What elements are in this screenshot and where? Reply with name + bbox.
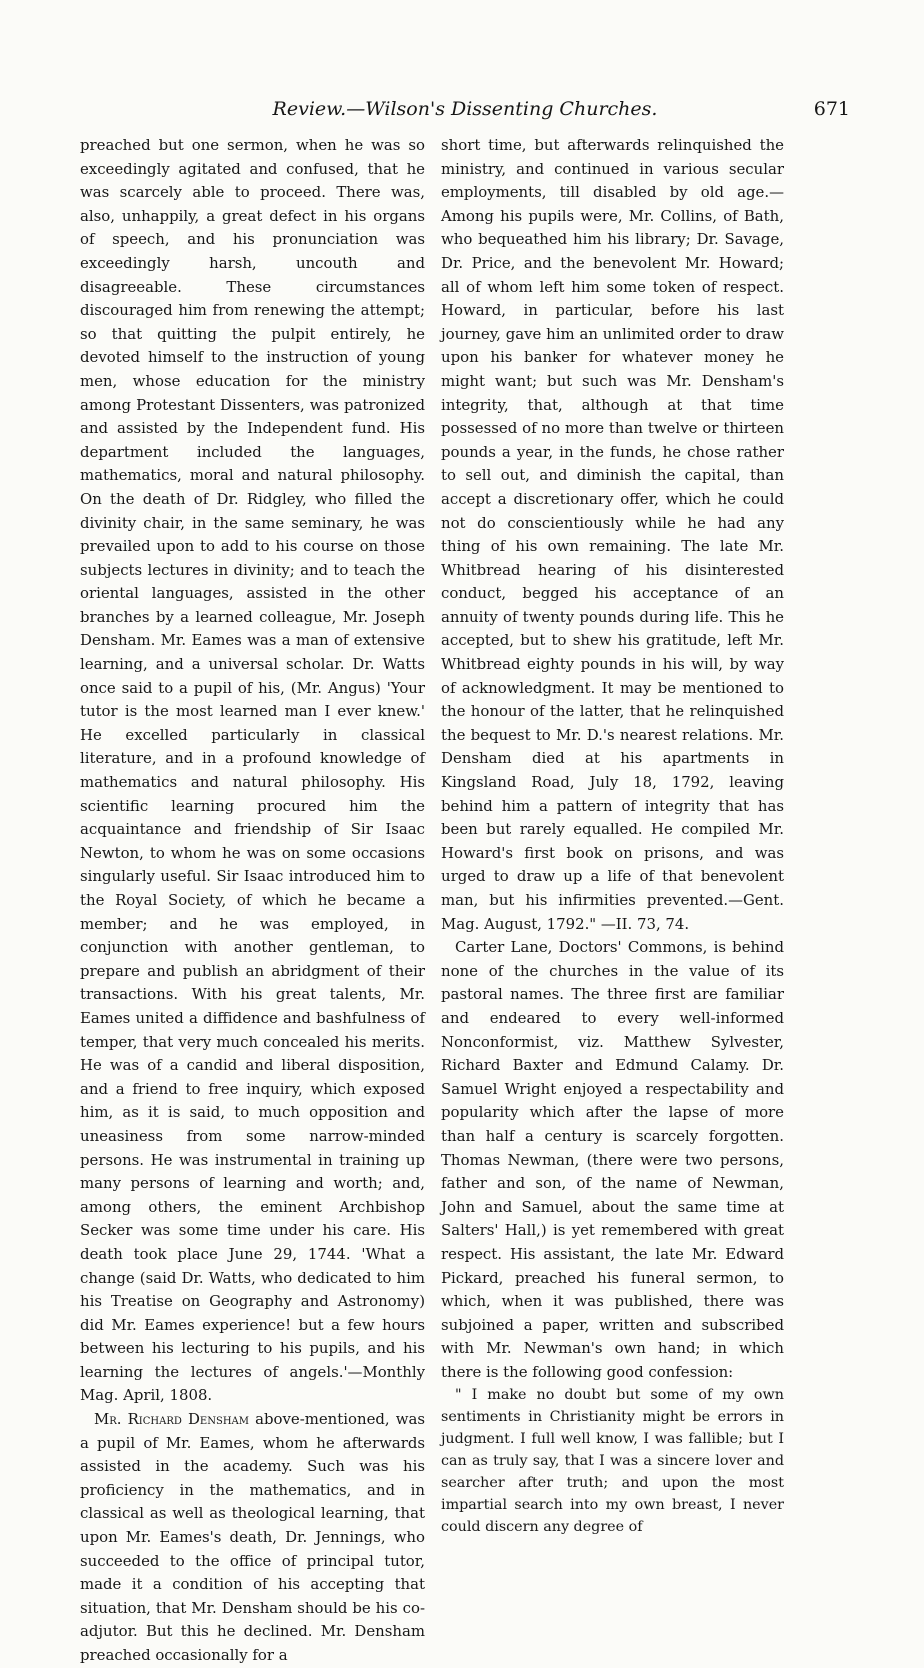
page-number: 671 xyxy=(813,98,850,120)
running-head-title: Review.—Wilson's Dissenting Churches. xyxy=(272,98,658,120)
left-column xyxy=(80,134,425,1668)
left-paragraph-2 xyxy=(80,1408,425,1668)
right-paragraph-1: short time, but afterwards relinquished the ministry, and continued in various secular employments, till disabled by old age.— Among his pupils were, Mr. Collins, of Bath, who bequeathed him his library; Dr. Savage, Dr. Price, and the benevolent Mr. Howard; all of whom left him some token of respect. Howard, in particular, before his last journey, gave him an unlimited order to draw upon his banker for whatever money he might want; but such was Mr. Densham's integrity, that, although at that time possessed of no more than twelve or thirteen pounds a year, in the funds, he chose rather to sell out, and diminish the capital, than accept a discretionary offer, which he could not do conscientiously while he had any thing of his own remaining. The late Mr. Whitbread hearing of his disinterested conduct, begged his acceptance of an annuity of twenty pounds during life. This he accepted, but to shew his gratitude, left Mr. Whitbread eighty pounds in his will, by way of acknowledgment. It may be mentioned to the honour of the latter, that he relinquished the bequest to Mr. D.'s nearest relations. Mr. Densham died at his apartments in Kingsland Road, July 18, 1792, leaving behind him a pattern of integrity that has been but rarely equalled. He compiled Mr. Howard's first book on prisons, and was urged to draw up a life of that benevolent man, but his infirmities prevented.—Gent. Mag. August, 1792." —II. 73, 74. xyxy=(441,136,784,933)
running-head xyxy=(80,98,850,128)
left-paragraph-2-text: above-mentioned, was a pupil of Mr. Eames, whom he afterwards assisted in the academy. Such was his proficiency in the mathematics, and in classical as well as theological learning, that upon Mr. Eames's death, Dr. Jennings, who succeeded to the office of principal tutor, made it a condition of his accepting that situation, that Mr. Densham should be his co-adjutor. But this he declined. Mr. Densham preached occasionally for a xyxy=(80,1410,425,1664)
left-paragraph-1: preached but one sermon, when he was so exceedingly agitated and confused, that he was scarcely able to proceed. There was, also, unhappily, a great defect in his organs of speech, and his pronunciation was exceedingly harsh, uncouth and disagreeable. These circumstances discouraged him from renewing the attempt; so that quitting the pulpit entirely, he devoted himself to the instruction of young men, whose education for the ministry among Protestant Dissenters, was patronized and assisted by the Independent fund. His department included the languages, mathematics, moral and natural philosophy. On the death of Dr. Ridgley, who filled the divinity chair, in the same seminary, he was prevailed upon to add to his course on those subjects lectures in divinity; and to teach the oriental languages, assisted in the other branches by a learned colleague, Mr. Joseph Densham. Mr. Eames was a man of extensive learning, and a universal scholar. Dr. Watts once said to a pupil of his, (Mr. Angus) 'Your tutor is the most learned man I ever knew.' He excelled particularly in classical literature, and in a profound knowledge of mathematics and natural philosophy. His scientific learning procured him the acquaintance and friendship of Sir Isaac Newton, to whom he was on some occasions singularly useful. Sir Isaac introduced him to the Royal Society, of which he became a member; and he was employed, in conjunction with another gentleman, to prepare and publish an abridgment of their transactions. With his great talents, Mr. Eames united a diffidence and bashfulness of temper, that very much concealed his merits. He was of a candid and liberal disposition, and a friend to free inquiry, which exposed him, as it is said, to much opposition and uneasiness from some narrow-minded persons. He was instrumental in training up many persons of learning and worth; and, among others, the eminent Archbishop Secker was some time under his care. His death took place June 29, 1744. 'What a change (said Dr. Watts, who dedicated to him his Treatise on Geography and Astronomy) did Mr. Eames experience! but a few hours between his lecturing to his pupils, and his learning the lectures of angels.'—Monthly Mag. April, 1808. xyxy=(80,136,425,1405)
newman-quote: " I make no doubt but some of my own sentiments in Christianity might be errors in judgment. I full well know, I was fallible; but I can as truly say, that I was a sincere lover and searcher after truth; and upon the most impartial search into my own breast, I never could discern any degree of xyxy=(441,1387,784,1536)
right-column xyxy=(441,134,784,1538)
right-paragraph-2: Carter Lane, Doctors' Commons, is behind none of the churches in the value of its pastoral names. The three first are familiar and endeared to every well-informed Nonconformist, viz. Matthew Sylvester, Richard Baxter and Edmund Calamy. Dr. Samuel Wright enjoyed a respectability and popularity which after the lapse of more than half a century is scarcely forgotten. Thomas Newman, (there were two persons, father and son, of the name of Newman, John and Samuel, about the same time at Salters' Hall,) is yet remembered with great respect. His assistant, the late Mr. Edward Pickard, preached his funeral sermon, to which, when it was published, there was subjoined a paper, written and subscribed with Mr. Newman's own hand; in which there is the following good confession: xyxy=(441,938,784,1381)
densham-name: Mr. Richard Densham xyxy=(94,1410,250,1429)
